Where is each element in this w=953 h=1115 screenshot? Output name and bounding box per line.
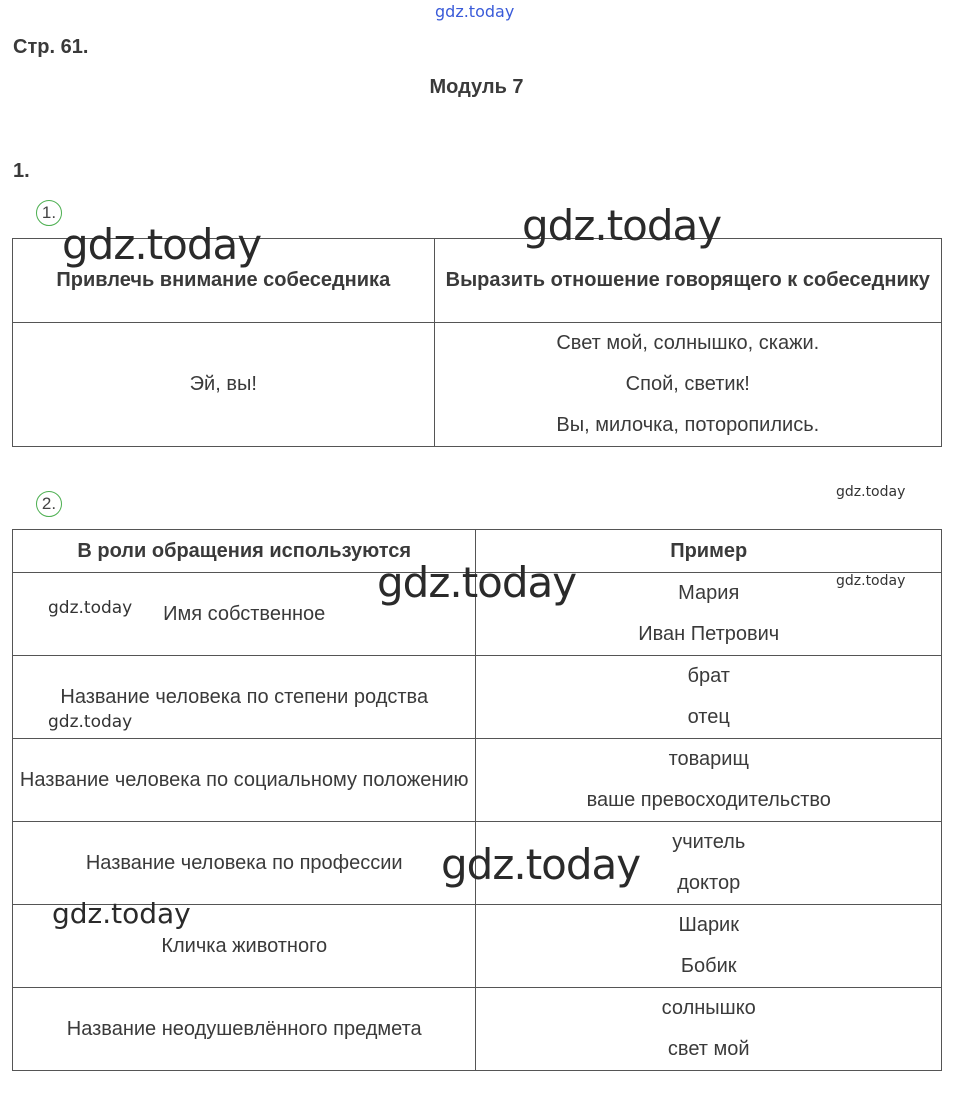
table-cell: Название человека по профессии [13, 822, 476, 905]
cell-line: Мария [678, 582, 740, 604]
column-header: Пример [476, 530, 942, 573]
cell-line: ваше превосходительство [586, 789, 831, 811]
watermark: gdz.today [48, 598, 133, 618]
table-cell: Название человека по степени родства [13, 656, 476, 739]
column-header: В роли обращения используются [13, 530, 476, 573]
table-cell: Кличка животного [13, 905, 476, 988]
table-cell: Название неодушевлённого предмета [13, 988, 476, 1071]
watermark: gdz.today [441, 840, 641, 889]
table-cell [476, 656, 942, 739]
cell-line: Иван Петрович [638, 623, 780, 645]
cell-line: Шарик [678, 914, 739, 936]
watermark: gdz.today [377, 558, 577, 607]
cell-line: брат [687, 665, 730, 687]
table-cell [476, 905, 942, 988]
cell-line: учитель [672, 831, 746, 853]
cell-line: Спой, светик! [625, 373, 750, 395]
part2-number-badge: 2. [36, 491, 62, 517]
column-header: Выразить отношение говорящего к собеседнику [434, 239, 941, 323]
watermark: gdz.today [836, 573, 906, 589]
table-cell [434, 323, 941, 447]
cell-line: Свет мой, солнышко, скажи. [556, 332, 820, 354]
watermark-top: gdz.today [435, 2, 515, 21]
part2-table [12, 529, 942, 1071]
table-cell: Эй, вы! [13, 323, 435, 447]
task-number: 1. [13, 160, 30, 182]
table-row [13, 739, 942, 822]
cell-line: Вы, милочка, поторопились. [556, 414, 820, 436]
table-cell [476, 739, 942, 822]
module-title: Модуль 7 [429, 76, 524, 98]
cell-line: отец [687, 706, 730, 728]
table-cell: Название человека по социальному положению [13, 739, 476, 822]
column-header: Привлечь внимание собеседника [13, 239, 435, 323]
table-row [13, 323, 942, 447]
watermark: gdz.today [62, 220, 262, 269]
cell-line: доктор [677, 872, 741, 894]
cell-line: товарищ [668, 748, 749, 770]
cell-line: солнышко [661, 997, 756, 1019]
table-row [13, 988, 942, 1071]
part1-number-badge: 1. [36, 200, 62, 226]
page-reference: Стр. 61. [13, 36, 89, 58]
table-cell: Имя собственное [13, 573, 476, 656]
cell-line: Бобик [680, 955, 737, 977]
part1-table [12, 238, 942, 447]
watermark: gdz.today [52, 897, 191, 930]
table-row [13, 656, 942, 739]
watermark: gdz.today [522, 201, 722, 250]
watermark: gdz.today [48, 712, 133, 732]
watermark: gdz.today [836, 484, 906, 500]
table-cell [476, 988, 942, 1071]
cell-line: свет мой [667, 1038, 750, 1060]
